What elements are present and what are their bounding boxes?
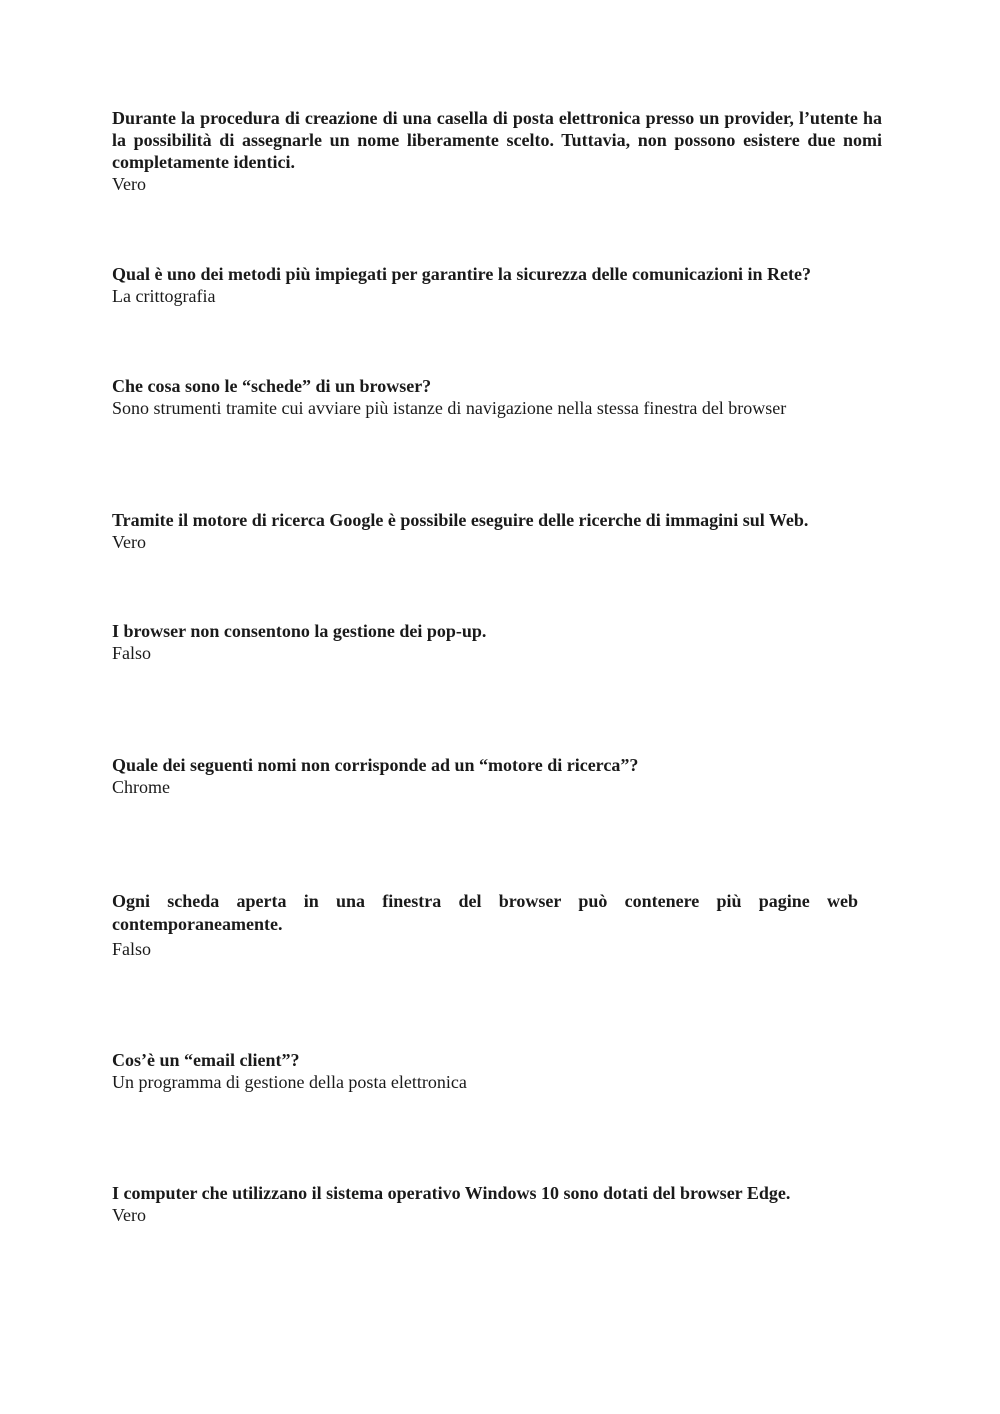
qa-item [112,620,912,664]
answer-text: Vero [112,1205,146,1225]
qa-item [112,754,912,798]
question-text: Che cosa sono le “schede” di un browser? [112,376,432,396]
answer-text: Falso [112,939,152,959]
qa-item [112,509,912,553]
answer-text: Falso [112,643,152,663]
qa-item [112,1182,912,1226]
question-text: I browser non consentono la gestione dei pop-up. [112,621,487,641]
answer-text: Chrome [112,777,170,797]
question-text: Durante la procedura di creazione di una casella di posta elettronica presso un provider, l’utente ha la possibilità di assegnarle un nome liberamente scelto. Tuttavia, non possono esistere due nomi completamente identici. [112,108,882,172]
question-text: Cos’è un “email client”? [112,1050,300,1070]
qa-item [112,890,858,960]
question-text: Ogni scheda aperta in una finestra del browser può contenere più pagine web contemporaneamente. [112,891,858,934]
answer-text: Vero [112,174,146,194]
qa-item [112,375,912,419]
answer-text: Sono strumenti tramite cui avviare più istanze di navigazione nella stessa finestra del browser [112,398,787,418]
question-text: Tramite il motore di ricerca Google è possibile eseguire delle ricerche di immagini sul Web. [112,510,809,530]
qa-item [112,107,882,195]
qa-item [112,263,912,307]
question-text: Quale dei seguenti nomi non corrisponde ad un “motore di ricerca”? [112,755,639,775]
qa-item [112,1049,912,1093]
answer-text: La crittografia [112,286,216,306]
question-text: Qual è uno dei metodi più impiegati per garantire la sicurezza delle comunicazioni in Rete? [112,264,811,284]
question-text: I computer che utilizzano il sistema operativo Windows 10 sono dotati del browser Edge. [112,1183,791,1203]
answer-text: Vero [112,532,146,552]
answer-text: Un programma di gestione della posta elettronica [112,1072,467,1092]
